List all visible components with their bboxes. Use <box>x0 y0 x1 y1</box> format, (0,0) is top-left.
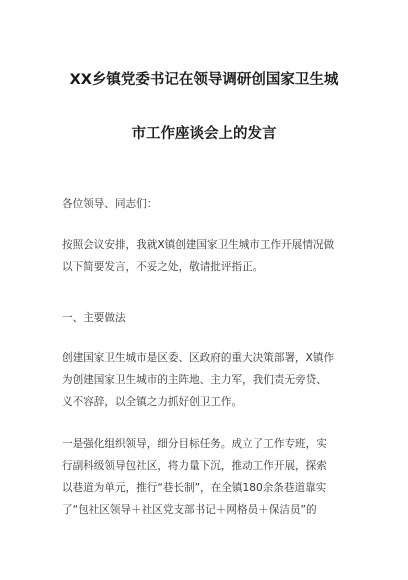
body-paragraph-2 <box>62 433 354 521</box>
document-title-line-2: 市工作座谈会上的发言 <box>131 126 277 142</box>
document-title-line-1: XX乡镇党委书记在领导调研创国家卫生城 <box>69 72 339 88</box>
section-heading-1 <box>62 307 354 329</box>
body-line: 创建国家卫生城市是区委、区政府的重大决策部署，X镇作 <box>62 352 335 364</box>
body-line: 一是强化组织领导，细分目标任务。成立了工作专班，实 <box>62 438 327 450</box>
greeting-text: 各位领导、同志们： <box>62 198 158 210</box>
section-heading-text: 一、主要做法 <box>62 312 126 324</box>
intro-paragraph <box>62 234 354 278</box>
greeting <box>62 193 354 215</box>
body-line: 为创建国家卫生城市的主阵地、主力军，我们责无旁贷、 <box>62 374 327 386</box>
body-paragraph-1 <box>62 347 354 413</box>
body-line: 了“包社区领导＋社区党支部书记＋网格员＋保洁员”的 <box>62 504 317 516</box>
intro-line: 以下简要发言，不妥之处，敬请批评指正。 <box>62 261 264 273</box>
body-line: 义不容辞，以全镇之力抓好创卫工作。 <box>62 396 243 408</box>
body-line: 以巷道为单元，推行“巷长制”，在全镇180余条巷道靠实 <box>62 482 327 494</box>
intro-line: 按照会议安排，我就X镇创建国家卫生城市工作开展情况做 <box>62 239 335 251</box>
body-line: 行副科级领导包社区，将力量下沉，推动工作开展，探索 <box>62 460 327 472</box>
